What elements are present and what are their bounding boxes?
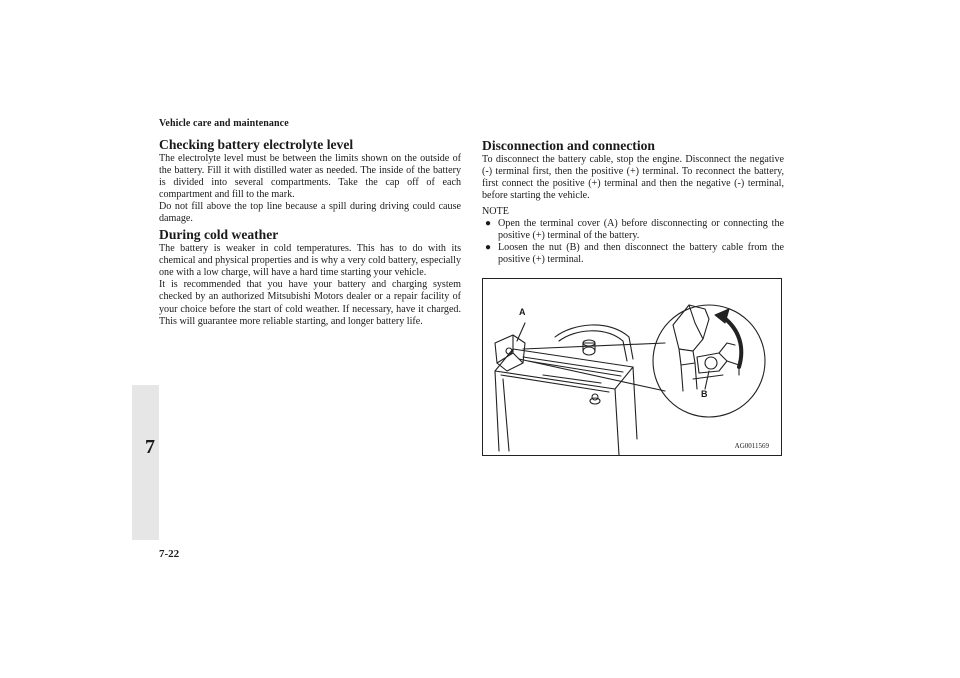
section-heading-disconnection: Disconnection and connection xyxy=(482,138,655,153)
note-list xyxy=(482,218,784,266)
paragraph: To disconnect the battery cable, stop the engine. Disconnect the negative (-) terminal first, then the positive (+) terminal. To reconnect the battery, first connect the positive (+) terminal and then the negative (-) terminal, before starting the vehicle. xyxy=(482,154,784,202)
callout-label-b: B xyxy=(701,389,708,399)
paragraph: The battery is weaker in cold temperatures. This has to do with its chemical and physical properties and is why a very cold battery, especially one with a low charge, will have a hard time starting your vehicle. xyxy=(159,243,461,279)
paragraph: Do not fill above the top line because a spill during driving could cause damage. xyxy=(159,201,461,225)
paragraph: It is recommended that you have your battery and charging system checked by an authorized Mitsubishi Motors dealer or a repair facility of your choice before the start of cold weather. If necessary, have it charged. This will guarantee more reliable starting, and longer battery life. xyxy=(159,279,461,327)
bullet-icon: ● xyxy=(485,242,492,254)
chapter-tab xyxy=(132,385,159,540)
note-text: Open the terminal cover (A) before disconnecting or connecting the positive (+) terminal of the battery. xyxy=(498,218,784,242)
battery-drawing xyxy=(483,279,781,455)
left-column xyxy=(159,137,461,328)
chapter-number: 7 xyxy=(145,436,155,458)
page-number: 7-22 xyxy=(159,548,180,560)
section-heading-cold-weather: During cold weather xyxy=(159,227,279,243)
section-heading-electrolyte: Checking battery electrolyte level xyxy=(159,137,354,152)
note-label: NOTE xyxy=(482,206,509,218)
note-item xyxy=(482,218,784,242)
note-item xyxy=(482,242,784,266)
running-title: Vehicle care and maintenance xyxy=(159,118,289,129)
callout-label-a: A xyxy=(519,307,526,317)
battery-terminal-illustration xyxy=(482,278,782,456)
right-column xyxy=(482,137,784,266)
figure-code: AG0011569 xyxy=(734,442,769,450)
bullet-icon: ● xyxy=(485,218,492,230)
paragraph: The electrolyte level must be between the limits shown on the outside of the battery. Fill it with distilled water as needed. The inside of the battery is divided into several compartments. Take the cap off of each compartment and fill to the mark. xyxy=(159,153,461,201)
note-text: Loosen the nut (B) and then disconnect the battery cable from the positive (+) terminal. xyxy=(498,242,784,266)
